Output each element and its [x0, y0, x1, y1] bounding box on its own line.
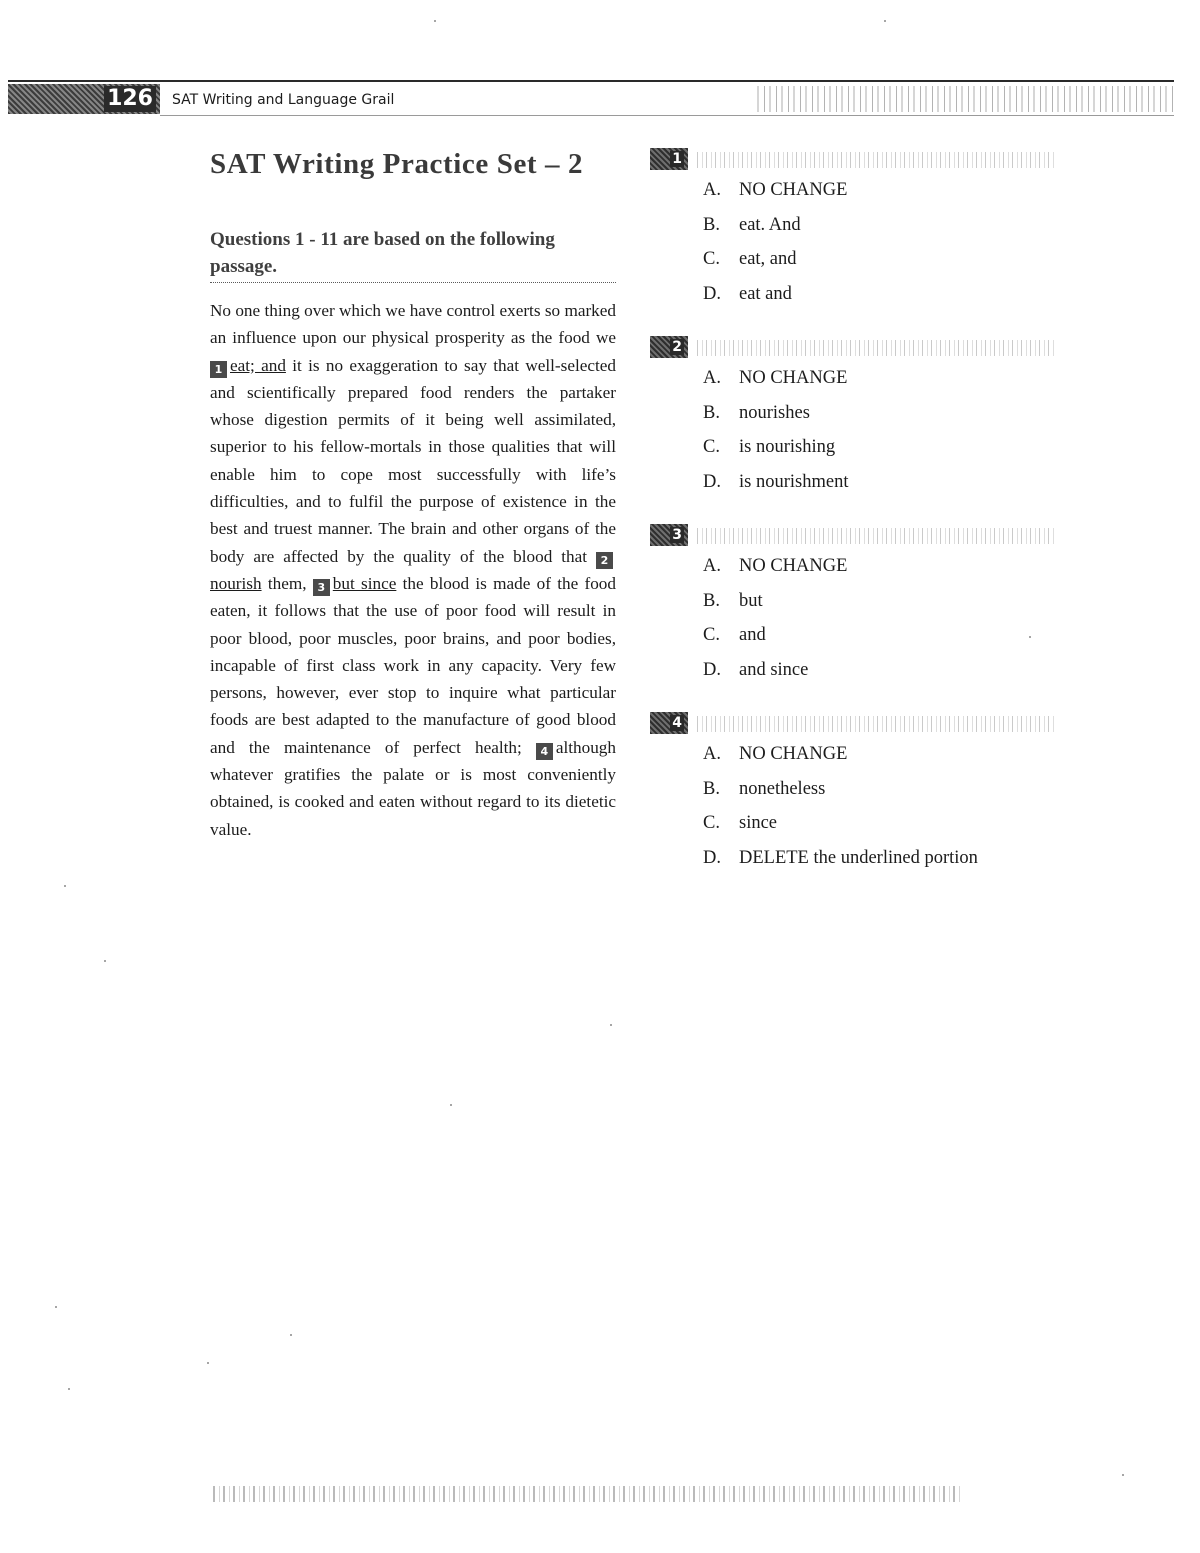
option-letter: D.: [703, 848, 721, 869]
scan-speck: [290, 1334, 292, 1336]
option-letter: A.: [703, 556, 721, 576]
question-stem-scan-noise: [694, 716, 1056, 732]
practice-set-title: SAT Writing Practice Set – 2: [210, 148, 584, 180]
answer-option-c[interactable]: [650, 435, 1070, 470]
question-stem-scan-noise: [694, 152, 1056, 168]
answer-option-b[interactable]: [650, 589, 1070, 624]
option-text: eat, and: [739, 249, 797, 270]
option-text: eat and: [739, 284, 792, 305]
passage-paragraph: [210, 297, 616, 843]
option-letter: B.: [703, 778, 720, 799]
answer-option-c[interactable]: [650, 247, 1070, 282]
option-letter: C.: [703, 625, 720, 646]
footer-scan-noise: [210, 1486, 960, 1502]
option-letter: D.: [703, 472, 721, 493]
header-scan-noise: [753, 86, 1173, 112]
option-letter: A.: [703, 744, 721, 764]
option-text: nourishes: [739, 402, 810, 423]
option-text: is nourishing: [739, 437, 836, 458]
scan-speck: [1029, 636, 1031, 638]
question-number-badge: [650, 712, 688, 734]
option-text: eat. And: [739, 214, 801, 235]
answer-option-d[interactable]: [650, 658, 1070, 693]
option-text: and since: [739, 660, 809, 681]
book-title: SAT Writing and Language Grail: [172, 92, 395, 108]
scan-speck: [207, 1362, 209, 1364]
scan-speck: [1122, 1474, 1124, 1476]
question-number: 3: [672, 527, 682, 543]
question-marker-4: 4: [536, 743, 553, 760]
option-text: but: [739, 590, 763, 611]
question-marker-3: 3: [313, 579, 330, 596]
answer-options: [650, 178, 1070, 317]
question-stem-scan-noise: [694, 340, 1056, 356]
answer-option-b[interactable]: [650, 401, 1070, 436]
option-text: NO CHANGE: [739, 368, 848, 388]
answer-options: [650, 742, 1070, 881]
scan-speck: [450, 1104, 452, 1106]
scan-speck: [68, 1388, 70, 1390]
option-text: NO CHANGE: [739, 180, 848, 200]
header-top-rule: [8, 80, 1174, 82]
passage-text: although whatever gratifies the palate or is most conveniently obtained, is cooked and eaten without regard to its dietetic value.: [210, 737, 616, 839]
question-4: [650, 710, 1070, 881]
passage-text: it is no exaggeration to say that well-selected and scientifically prepared food renders the partaker whose digestion permits of it being well assimilated, superior to his fellow-mortals in those qualities that will enable him to cope most successfully with life’s difficulties, and to fulfil the purpose of existence in the best and truest manner. The brain and other organs of the body are affected by the quality of the blood that: [210, 355, 617, 566]
underlined-portion-2: nourish: [210, 573, 262, 593]
underlined-portion-3: but since: [332, 573, 397, 593]
passage-text: No one thing over which we have control exerts so marked an influence upon our physical prosperity as the food we: [210, 301, 616, 348]
intro-divider: [210, 282, 616, 283]
question-number: 4: [672, 715, 682, 731]
option-letter: B.: [703, 402, 720, 423]
question-2: [650, 334, 1070, 505]
answer-option-b[interactable]: [650, 777, 1070, 812]
option-text: since: [739, 813, 778, 834]
option-text: NO CHANGE: [739, 744, 848, 764]
question-marker-2: 2: [596, 552, 613, 569]
scan-speck: [55, 1306, 57, 1308]
answer-options: [650, 366, 1070, 505]
option-text: DELETE the underlined portion: [739, 848, 978, 869]
question-marker-1: 1: [210, 361, 227, 378]
scan-speck: [610, 1024, 612, 1026]
option-text: NO CHANGE: [739, 556, 848, 576]
option-letter: C.: [703, 249, 720, 270]
answer-option-d[interactable]: [650, 470, 1070, 505]
scan-speck: [434, 20, 436, 22]
header-bottom-rule: [160, 115, 1174, 116]
question-head: [650, 334, 1070, 362]
passage-text: the blood is made of the food eaten, it follows that the use of poor food will result in poor blood, poor muscles, poor brains, and poor bodies, incapable of first class work in any capacity. Very few persons, however, ever stop to inquire what particular foods are best adapted to the manufacture of good blood and the maintenance of perfect health;: [210, 573, 616, 757]
passage-text: them,: [261, 573, 313, 593]
question-number-badge: [650, 336, 688, 358]
question-number-badge: [650, 524, 688, 546]
answer-option-a[interactable]: [650, 366, 1070, 401]
option-letter: D.: [703, 284, 721, 305]
question-number-badge: [650, 148, 688, 170]
scan-speck: [64, 885, 66, 887]
underlined-portion-1: eat; and: [230, 355, 286, 375]
scan-speck: [884, 20, 886, 22]
scan-speck: [104, 960, 106, 962]
question-3: [650, 522, 1070, 693]
answer-option-c[interactable]: [650, 811, 1070, 846]
question-head: [650, 522, 1070, 550]
answer-option-c[interactable]: [650, 623, 1070, 658]
page-number-block: [8, 84, 160, 114]
option-letter: B.: [703, 590, 720, 611]
question-number: 2: [672, 339, 682, 355]
passage-intro: Questions 1 - 11 are based on the following passage.: [210, 229, 555, 277]
answer-option-a[interactable]: [650, 742, 1070, 777]
answer-option-b[interactable]: [650, 213, 1070, 248]
option-letter: B.: [703, 214, 720, 235]
answer-option-a[interactable]: [650, 178, 1070, 213]
option-letter: A.: [703, 180, 721, 200]
running-header: [8, 80, 1174, 118]
answer-option-a[interactable]: [650, 554, 1070, 589]
question-number: 1: [672, 151, 682, 167]
page-number: 126: [104, 86, 156, 112]
option-letter: D.: [703, 660, 721, 681]
option-text: is nourishment: [739, 472, 849, 493]
option-letter: A.: [703, 368, 721, 388]
option-letter: C.: [703, 437, 720, 458]
question-1: [650, 146, 1070, 317]
question-head: [650, 146, 1070, 174]
answer-options: [650, 554, 1070, 693]
option-text: and: [739, 625, 766, 646]
option-text: nonetheless: [739, 778, 826, 799]
question-head: [650, 710, 1070, 738]
question-stem-scan-noise: [694, 528, 1056, 544]
passage: [210, 297, 616, 843]
answer-option-d[interactable]: [650, 846, 1070, 881]
answer-option-d[interactable]: [650, 282, 1070, 317]
option-letter: C.: [703, 813, 720, 834]
